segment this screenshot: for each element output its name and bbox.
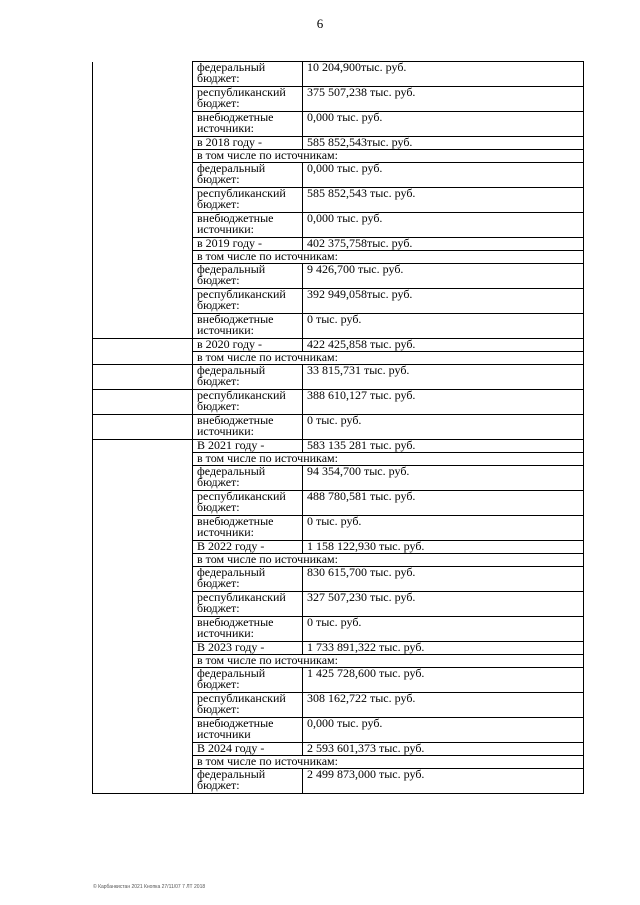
source-row <box>93 567 584 592</box>
source-label: федеральный бюджет: <box>193 62 303 87</box>
blank-cell <box>93 264 193 289</box>
year-total-value: 402 375,758тыс. руб. <box>303 238 584 251</box>
note-row <box>93 251 584 264</box>
source-value: 388 610,127 тыс. руб. <box>303 390 584 415</box>
note-cell: в том числе по источникам: <box>193 352 584 365</box>
source-value: 94 354,700 тыс. руб. <box>303 466 584 491</box>
source-label: внебюджетные источники: <box>193 516 303 541</box>
blank-cell <box>93 415 193 440</box>
year-row <box>93 339 584 352</box>
blank-cell <box>93 163 193 188</box>
source-row <box>93 718 584 743</box>
source-value: 0,000 тыс. руб. <box>303 718 584 743</box>
blank-cell <box>93 592 193 617</box>
year-row <box>93 541 584 554</box>
page-number: 6 <box>316 16 324 31</box>
source-value: 9 426,700 тыс. руб. <box>303 264 584 289</box>
source-label: федеральный бюджет: <box>193 466 303 491</box>
note-row <box>93 756 584 769</box>
year-label: В 2021 году - <box>193 440 303 453</box>
blank-cell <box>93 238 193 251</box>
source-value: 0 тыс. руб. <box>303 516 584 541</box>
source-row <box>93 163 584 188</box>
year-label: В 2024 году - <box>193 743 303 756</box>
source-row <box>93 112 584 137</box>
source-label: федеральный бюджет: <box>193 769 303 794</box>
source-value: 10 204,900тыс. руб. <box>303 62 584 87</box>
blank-cell <box>93 137 193 150</box>
blank-cell <box>93 87 193 112</box>
footer-imprint: © Карбанкистан 2021 Кнопка 27/11/07 7 ЛТ 2018 <box>93 884 206 890</box>
source-row <box>93 264 584 289</box>
source-row <box>93 466 584 491</box>
note-row <box>93 655 584 668</box>
source-value: 392 949,058тыс. руб. <box>303 289 584 314</box>
blank-cell <box>93 213 193 238</box>
blank-cell <box>93 62 193 87</box>
year-total-value: 422 425,858 тыс. руб. <box>303 339 584 352</box>
source-row <box>93 87 584 112</box>
source-value: 1 425 728,600 тыс. руб. <box>303 668 584 693</box>
blank-cell <box>93 453 193 466</box>
source-row <box>93 289 584 314</box>
source-value: 0,000 тыс. руб. <box>303 213 584 238</box>
source-label: внебюджетные источники: <box>193 415 303 440</box>
note-cell: в том числе по источникам: <box>193 655 584 668</box>
year-total-value: 2 593 601,373 тыс. руб. <box>303 743 584 756</box>
source-value: 308 162,722 тыс. руб. <box>303 693 584 718</box>
note-cell: в том числе по источникам: <box>193 453 584 466</box>
note-cell: в том числе по источникам: <box>193 554 584 567</box>
source-row <box>93 365 584 390</box>
blank-cell <box>93 668 193 693</box>
source-label: федеральный бюджет: <box>193 668 303 693</box>
source-row <box>93 693 584 718</box>
blank-cell <box>93 390 193 415</box>
blank-cell <box>93 693 193 718</box>
blank-cell <box>93 188 193 213</box>
year-label: в 2018 году - <box>193 137 303 150</box>
source-label: республиканский бюджет: <box>193 87 303 112</box>
source-value: 830 615,700 тыс. руб. <box>303 567 584 592</box>
note-cell: в том числе по источникам: <box>193 756 584 769</box>
source-label: федеральный бюджет: <box>193 567 303 592</box>
blank-cell <box>93 314 193 339</box>
blank-cell <box>93 743 193 756</box>
source-label: республиканский бюджет: <box>193 693 303 718</box>
blank-cell <box>93 567 193 592</box>
note-row <box>93 554 584 567</box>
blank-cell <box>93 339 193 352</box>
source-label: внебюджетные источники: <box>193 314 303 339</box>
year-label: В 2023 году - <box>193 642 303 655</box>
source-value: 488 780,581 тыс. руб. <box>303 491 584 516</box>
note-row <box>93 352 584 365</box>
source-label: внебюджетные источники <box>193 718 303 743</box>
source-label: внебюджетные источники: <box>193 213 303 238</box>
note-row <box>93 150 584 163</box>
source-value: 0,000 тыс. руб. <box>303 163 584 188</box>
note-cell: в том числе по источникам: <box>193 251 584 264</box>
source-value: 33 815,731 тыс. руб. <box>303 365 584 390</box>
year-row <box>93 137 584 150</box>
source-row <box>93 491 584 516</box>
source-label: федеральный бюджет: <box>193 264 303 289</box>
source-row <box>93 62 584 87</box>
source-row <box>93 314 584 339</box>
source-label: республиканский бюджет: <box>193 289 303 314</box>
blank-cell <box>93 718 193 743</box>
blank-cell <box>93 112 193 137</box>
year-row <box>93 238 584 251</box>
year-total-value: 1 733 891,322 тыс. руб. <box>303 642 584 655</box>
blank-cell <box>93 352 193 365</box>
source-label: внебюджетные источники: <box>193 112 303 137</box>
blank-cell <box>93 251 193 264</box>
blank-cell <box>93 655 193 668</box>
blank-cell <box>93 554 193 567</box>
source-value: 0 тыс. руб. <box>303 314 584 339</box>
source-label: республиканский бюджет: <box>193 390 303 415</box>
blank-cell <box>93 440 193 453</box>
source-row <box>93 668 584 693</box>
source-value: 375 507,238 тыс. руб. <box>303 87 584 112</box>
year-row <box>93 642 584 655</box>
blank-cell <box>93 466 193 491</box>
source-value: 2 499 873,000 тыс. руб. <box>303 769 584 794</box>
year-row <box>93 440 584 453</box>
source-row <box>93 769 584 794</box>
blank-cell <box>93 617 193 642</box>
blank-cell <box>93 289 193 314</box>
blank-cell <box>93 756 193 769</box>
year-total-value: 585 852,543тыс. руб. <box>303 137 584 150</box>
source-value: 327 507,230 тыс. руб. <box>303 592 584 617</box>
note-row <box>93 453 584 466</box>
source-value: 0,000 тыс. руб. <box>303 112 584 137</box>
source-value: 0 тыс. руб. <box>303 415 584 440</box>
blank-cell <box>93 769 193 794</box>
source-label: республиканский бюджет: <box>193 592 303 617</box>
source-row <box>93 390 584 415</box>
source-row <box>93 592 584 617</box>
blank-cell <box>93 516 193 541</box>
funding-table-body <box>93 62 584 794</box>
blank-cell <box>93 642 193 655</box>
blank-cell <box>93 365 193 390</box>
blank-cell <box>93 491 193 516</box>
source-row <box>93 617 584 642</box>
source-value: 585 852,543 тыс. руб. <box>303 188 584 213</box>
funding-table <box>92 61 584 794</box>
blank-cell <box>93 541 193 554</box>
note-cell: в том числе по источникам: <box>193 150 584 163</box>
source-row <box>93 213 584 238</box>
source-label: федеральный бюджет: <box>193 163 303 188</box>
year-total-value: 1 158 122,930 тыс. руб. <box>303 541 584 554</box>
blank-cell <box>93 150 193 163</box>
year-label: в 2019 году - <box>193 238 303 251</box>
source-label: республиканский бюджет: <box>193 491 303 516</box>
source-row <box>93 188 584 213</box>
year-label: в 2020 году - <box>193 339 303 352</box>
source-label: республиканский бюджет: <box>193 188 303 213</box>
source-value: 0 тыс. руб. <box>303 617 584 642</box>
year-row <box>93 743 584 756</box>
year-label: В 2022 году - <box>193 541 303 554</box>
source-label: федеральный бюджет: <box>193 365 303 390</box>
source-label: внебюджетные источники: <box>193 617 303 642</box>
source-row <box>93 516 584 541</box>
year-total-value: 583 135 281 тыс. руб. <box>303 440 584 453</box>
source-row <box>93 415 584 440</box>
